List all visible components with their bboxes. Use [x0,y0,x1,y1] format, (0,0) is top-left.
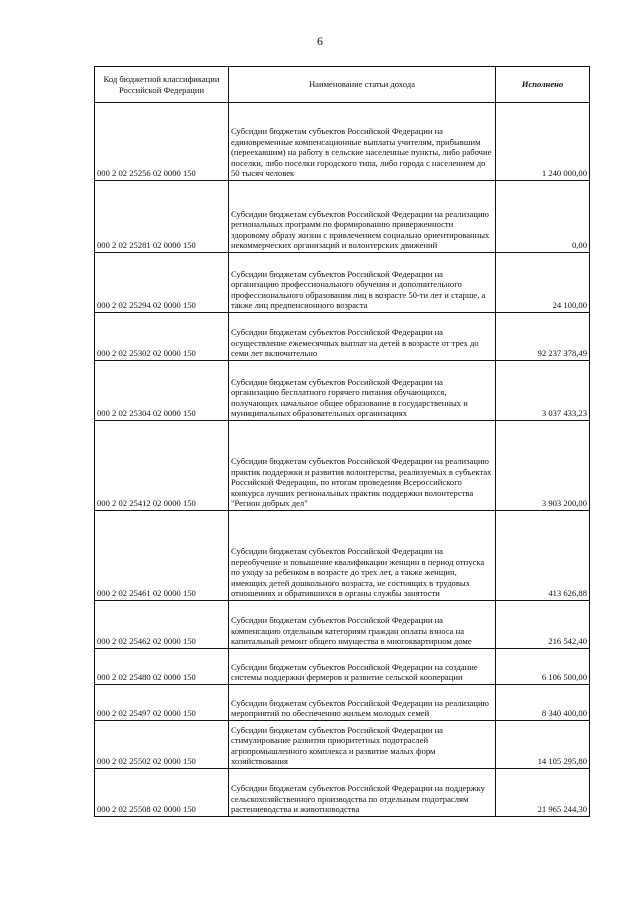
row-code: 000 2 02 25281 02 0000 150 [95,181,229,253]
revenue-table [94,66,590,817]
row-name: Субсидии бюджетам субъектов Российской Федерации на поддержку сельскохозяйственного производства по отдельным подотраслям растениеводства и животноводства [229,769,496,817]
row-amount: 216 542,40 [496,601,590,649]
row-name: Субсидии бюджетам субъектов Российской Федерации на реализацию практик поддержки и развития волонтерства, реализуемых в субъектах Российской Федерации, по итогам проведения Всероссийского конкурса лучших региональных практик поддержки волонтерства "Регион добрых дел" [229,421,496,511]
row-code: 000 2 02 25412 02 0000 150 [95,421,229,511]
row-name: Субсидии бюджетам субъектов Российской Федерации на осуществление ежемесячных выплат на детей в возрасте от трех до семи лет включительно [229,313,496,361]
row-amount: 92 237 378,49 [496,313,590,361]
row-code: 000 2 02 25462 02 0000 150 [95,601,229,649]
row-code: 000 2 02 25497 02 0000 150 [95,685,229,721]
row-code: 000 2 02 25461 02 0000 150 [95,511,229,601]
table-row [95,361,590,421]
row-name: Субсидии бюджетам субъектов Российской Федерации на переобучение и повышение квалификации женщин в период отпуска по уходу за ребенком в возрасте до трех лет, а также женщин, имеющих детей дошкольного возраста, не состоящих в трудовых отношениях и обратившихся в органы службы занятости [229,511,496,601]
table-row [95,721,590,769]
table-row [95,421,590,511]
row-amount: 413 626,88 [496,511,590,601]
table-row [95,511,590,601]
table-row [95,685,590,721]
table-header-row [95,67,590,103]
row-amount: 1 240 000,00 [496,103,590,181]
row-name: Субсидии бюджетам субъектов Российской Федерации на организацию бесплатного горячего питания обучающихся, получающих начальное общее образование в государственных и муниципальных образовательных организациях [229,361,496,421]
table-row [95,601,590,649]
row-amount: 0,00 [496,181,590,253]
row-code: 000 2 02 25302 02 0000 150 [95,313,229,361]
table-body [95,103,590,817]
row-code: 000 2 02 25508 02 0000 150 [95,769,229,817]
table-row [95,769,590,817]
row-name: Субсидии бюджетам субъектов Российской Федерации на реализацию мероприятий по обеспечению жильем молодых семей [229,685,496,721]
table-row [95,313,590,361]
row-name: Субсидии бюджетам субъектов Российской Федерации на компенсацию отдельным категориям граждан оплаты взноса на капитальный ремонт общего имущества в многоквартирном доме [229,601,496,649]
row-amount: 3 903 200,00 [496,421,590,511]
row-amount: 8 340 400,00 [496,685,590,721]
table-row [95,649,590,685]
row-code: 000 2 02 25304 02 0000 150 [95,361,229,421]
header-amount: Исполнено [496,67,590,103]
row-name: Субсидии бюджетам субъектов Российской Федерации на реализацию региональных программ по формированию приверженности здоровому образу жизни с привлечением социально ориентированных некоммерческих организаций и волонтерских движений [229,181,496,253]
page-number: 6 [317,34,323,48]
row-name: Субсидии бюджетам субъектов Российской Федерации на создание системы поддержки фермеров и развитие сельской кооперации [229,649,496,685]
header-name: Наименование статьи дохода [229,67,496,103]
row-code: 000 2 02 25480 02 0000 150 [95,649,229,685]
row-amount: 21 965 244,30 [496,769,590,817]
table-row [95,181,590,253]
table-row [95,253,590,313]
row-name: Субсидии бюджетам субъектов Российской Федерации на стимулирование развития приоритетных подотраслей агропромышленного комплекса и развитие малых форм хозяйствования [229,721,496,769]
row-name: Субсидии бюджетам субъектов Российской Федерации на организацию профессионального обучения и дополнительного профессионального образования лиц в возрасте 50-ти лет и старше, а также лиц предпенсионного возраста [229,253,496,313]
row-amount: 6 106 500,00 [496,649,590,685]
header-code: Код бюджетной классификации Российской Федерации [95,67,229,103]
row-amount: 3 037 433,23 [496,361,590,421]
row-code: 000 2 02 25256 02 0000 150 [95,103,229,181]
row-code: 000 2 02 25294 02 0000 150 [95,253,229,313]
row-amount: 24 100,00 [496,253,590,313]
row-name: Субсидии бюджетам субъектов Российской Федерации на единовременные компенсационные выплаты учителям, прибывшим (переехавшим) на работу в сельские населенные пункты, либо рабочие поселки, либо поселки городского типа, либо города с населением до 50 тысяч человек [229,103,496,181]
row-amount: 14 105 295,80 [496,721,590,769]
row-code: 000 2 02 25502 02 0000 150 [95,721,229,769]
table-row [95,103,590,181]
